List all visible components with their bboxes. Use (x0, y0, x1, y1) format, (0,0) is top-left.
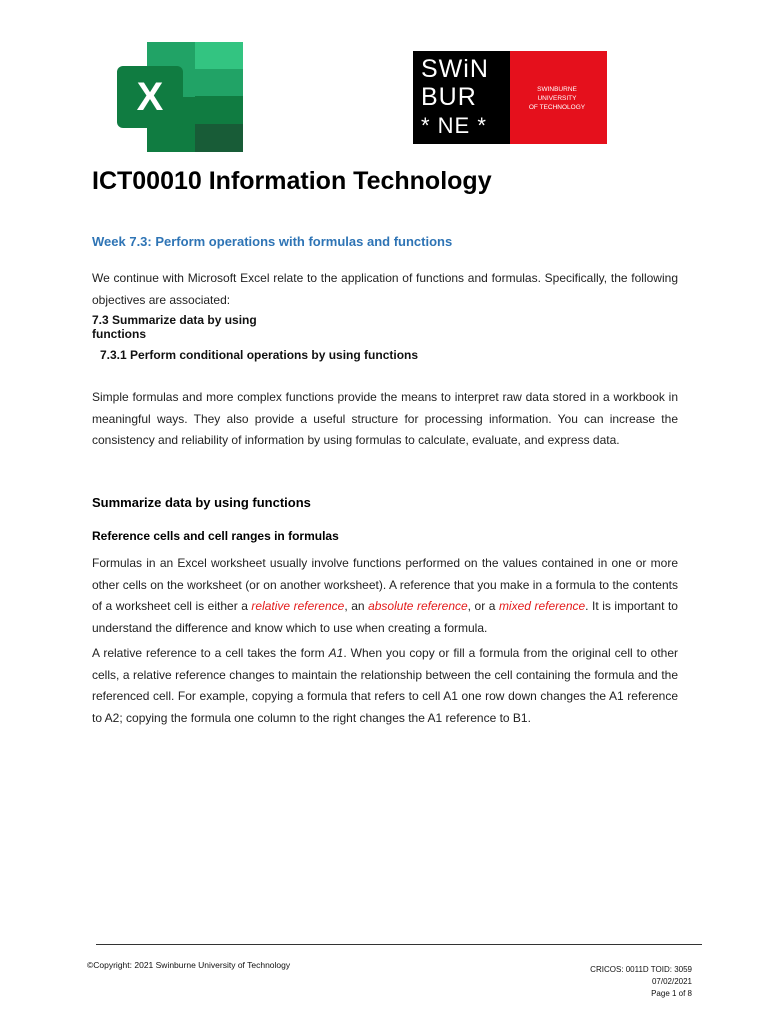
objective-1: 7.3 Summarize data by using functions (92, 313, 257, 341)
logo-line-1: SWiN (421, 55, 489, 83)
paragraph-1: Simple formulas and more complex functions provide the means to interpret raw data stored in a workbook in meaningful ways. They also provide a useful structure for processing information. You can increase the consistency and reliability of information by using formulas to calculate, evaluate, and express data. (92, 390, 678, 447)
cricos-text: CRICOS: 0011D TOID: 3059 (590, 965, 692, 974)
relative-reference-term: relative reference (251, 599, 345, 613)
absolute-reference-term: absolute reference (368, 599, 468, 613)
mixed-reference-term: mixed reference (498, 599, 586, 613)
logo-line-3: * NE * (421, 113, 487, 138)
excel-letter: X (136, 75, 164, 119)
paragraph-2: Formulas in an Excel worksheet usually involve functions performed on the values contained in one or more other cells on the worksheet (or on another worksheet). A reference that you make in a formula to the contents of a worksheet cell is either a relative reference, an absolute reference, or a mixed reference. It is important to understand the difference and know which to use when creating a formula. (92, 556, 678, 635)
page-number: Page 1 of 8 (651, 989, 692, 998)
page-title: ICT00010 Information Technology (92, 167, 492, 195)
week-heading: Week 7.3: Perform operations with formulas and functions (92, 234, 453, 249)
excel-icon (117, 42, 243, 152)
paragraph-3: A relative reference to a cell takes the form A1. When you copy or fill a formula from the original cell to other cells, a relative reference changes to maintain the relationship between the cell containing the formula and the referenced cell. For example, copying a formula that refers to cell A1 one row down changes the A1 reference to A2; copying the formula one column to the right changes the A1 reference to B1. (92, 646, 678, 725)
section-heading: Summarize data by using functions (92, 495, 311, 510)
swinburne-logo (413, 51, 607, 144)
logo-subtitle: SWINBURNE UNIVERSITY OF TECHNOLOGY (528, 86, 586, 111)
objective-2: 7.3.1 Perform conditional operations by using functions (100, 348, 419, 362)
copyright-text: ©Copyright: 2021 Swinburne University of Technology (87, 960, 291, 970)
footer-date: 07/02/2021 (651, 977, 692, 986)
intro-paragraph: We continue with Microsoft Excel relate to the application of functions and formulas. Specifically, the following objectives are associated: (92, 271, 678, 307)
logo-line-2: BUR (421, 83, 477, 111)
subsection-heading: Reference cells and cell ranges in formulas (92, 529, 339, 543)
footer-divider (96, 944, 702, 945)
footer-info (560, 964, 692, 1000)
